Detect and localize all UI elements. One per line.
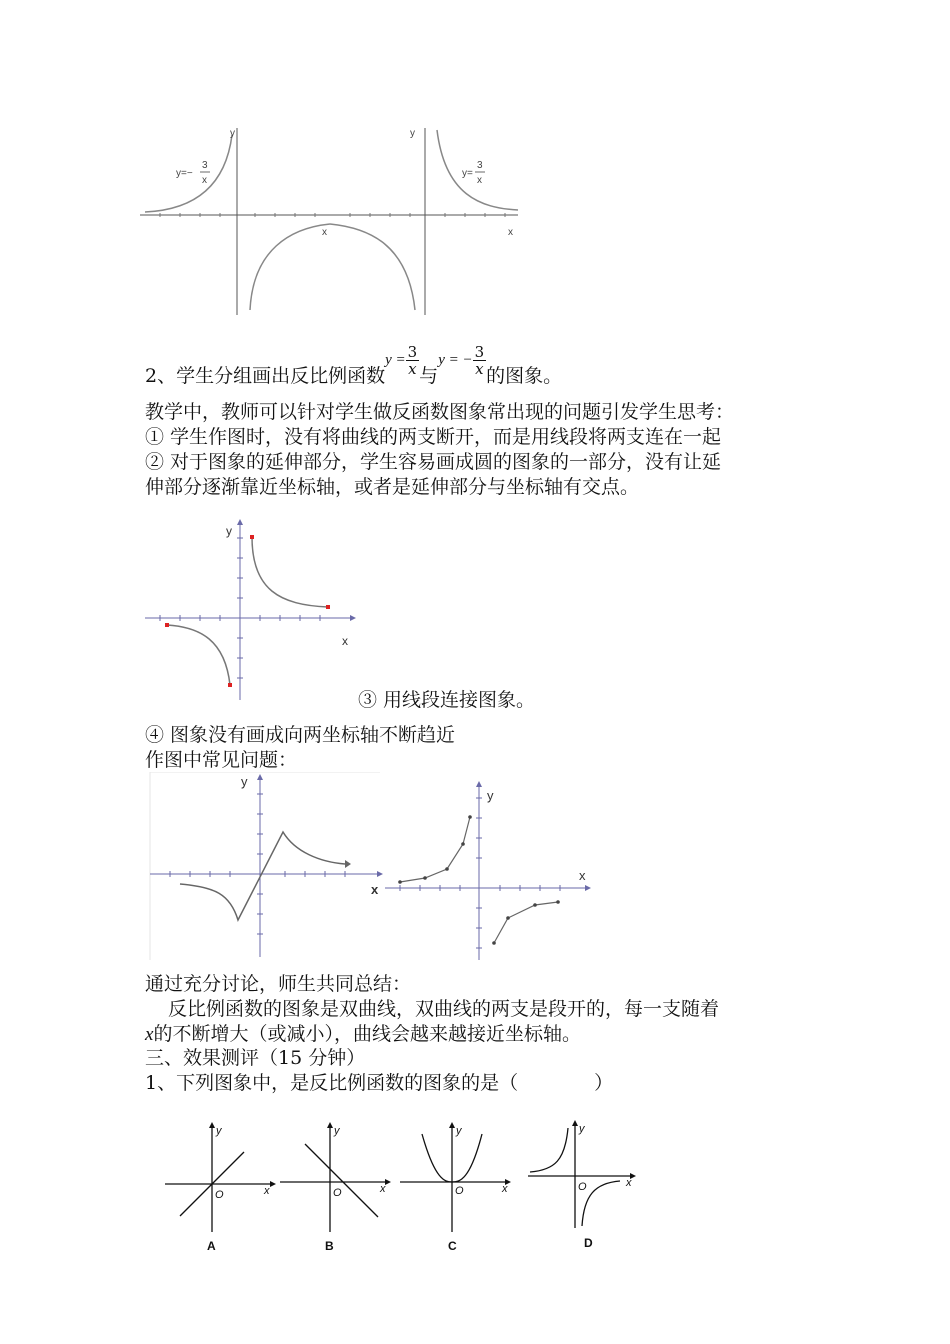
eq1-den: x	[408, 360, 417, 378]
option-a-graph	[165, 1122, 276, 1253]
para-draw-prefix: 2、学生分组画出反比例函数	[145, 365, 386, 387]
fig1-y-right: y	[410, 128, 415, 139]
summary-line-2: 反比例函数的图象是双曲线，双曲线的两支是段开的，每一支随着	[168, 998, 720, 1020]
fig1-x-mid: x	[322, 227, 327, 238]
option-c-letter: C	[448, 1239, 457, 1253]
option-d-graph	[528, 1120, 636, 1250]
teaching-line-4: 伸部分逐渐靠近坐标轴，或者是延伸部分与坐标轴有交点。	[145, 476, 640, 498]
question-1: 1、下列图象中，是反比例函数的图象的是（ ）	[145, 1072, 614, 1094]
option-c-y: y	[456, 1125, 462, 1137]
eq2-frac	[473, 344, 487, 377]
eq1-y: y =	[385, 352, 406, 368]
figure-common-mistakes	[145, 772, 595, 962]
fig1-y-left: y	[230, 128, 235, 139]
option-b-y: y	[334, 1125, 340, 1137]
fig3-right-y: y	[487, 788, 494, 803]
teaching-line-2: ① 学生作图时，没有将曲线的两支断开，而是用线段将两支连在一起	[145, 426, 722, 448]
section-3-heading: 三、效果测评（15 分钟）	[145, 1047, 366, 1069]
teaching-line-1: 教学中，教师可以针对学生做反函数图象常出现的问题引发学生思考：	[145, 401, 735, 423]
para-draw-mid: 与	[419, 365, 439, 387]
fig1-eq-left-den: x	[202, 175, 207, 186]
option-a-y: y	[216, 1125, 222, 1137]
option-b-letter: B	[325, 1239, 334, 1253]
option-b-graph	[280, 1122, 391, 1253]
fig1-eq-right-num: 3	[477, 160, 483, 171]
option-a-o: O	[215, 1189, 224, 1201]
summary-line-3: 的不断增大（或减小），曲线会越来越接近坐标轴。	[153, 1023, 581, 1045]
option-a-x: x	[264, 1185, 270, 1197]
option-c-graph	[400, 1122, 511, 1253]
summary-line-3-wrap	[145, 1022, 581, 1047]
fig2-x-label: x	[342, 634, 348, 648]
common-problems: 作图中常见问题：	[145, 749, 298, 771]
fig2-y-label: y	[226, 524, 232, 538]
fig1-eq-right: y=	[462, 168, 473, 179]
option-c-o: O	[455, 1185, 464, 1197]
fig1-eq-right-den: x	[477, 175, 482, 186]
issue-3: ③ 用线段连接图象。	[358, 689, 536, 711]
summary-line-1: 通过充分讨论，师生共同总结：	[145, 973, 412, 995]
issue-4: ④ 图象没有画成向两坐标轴不断趋近	[145, 724, 456, 746]
para-draw	[145, 336, 563, 387]
fig1-eq-left-num: 3	[202, 160, 208, 171]
option-d-letter: D	[584, 1236, 593, 1250]
eq2-y: y = −	[438, 352, 473, 368]
fig1-eq-left: y=−	[176, 168, 193, 179]
fig3-right-x: x	[579, 868, 586, 883]
eq1-frac	[406, 344, 420, 377]
option-d-o: O	[578, 1181, 587, 1193]
summary-var: x	[145, 1024, 154, 1045]
eq1-num: 3	[407, 343, 418, 361]
option-d-y: y	[579, 1123, 585, 1135]
figure-options	[160, 1120, 660, 1260]
eq2-den: x	[475, 360, 484, 378]
option-a-letter: A	[207, 1239, 216, 1253]
option-b-o: O	[333, 1187, 342, 1199]
fig3-left-y: y	[241, 774, 248, 789]
option-b-x: x	[380, 1183, 386, 1195]
figure-hyperbolas	[140, 120, 540, 320]
fig1-x-right: x	[508, 227, 513, 238]
option-c-x: x	[502, 1183, 508, 1195]
eq2-num: 3	[474, 343, 485, 361]
option-d-x: x	[626, 1177, 632, 1189]
fig3-right-x2: x	[371, 882, 379, 897]
teaching-line-3: ② 对于图象的延伸部分，学生容易画成圆的图象的一部分，没有让延	[145, 451, 722, 473]
para-draw-suffix: 的图象。	[486, 365, 563, 387]
figure-student-sketch	[140, 515, 360, 705]
